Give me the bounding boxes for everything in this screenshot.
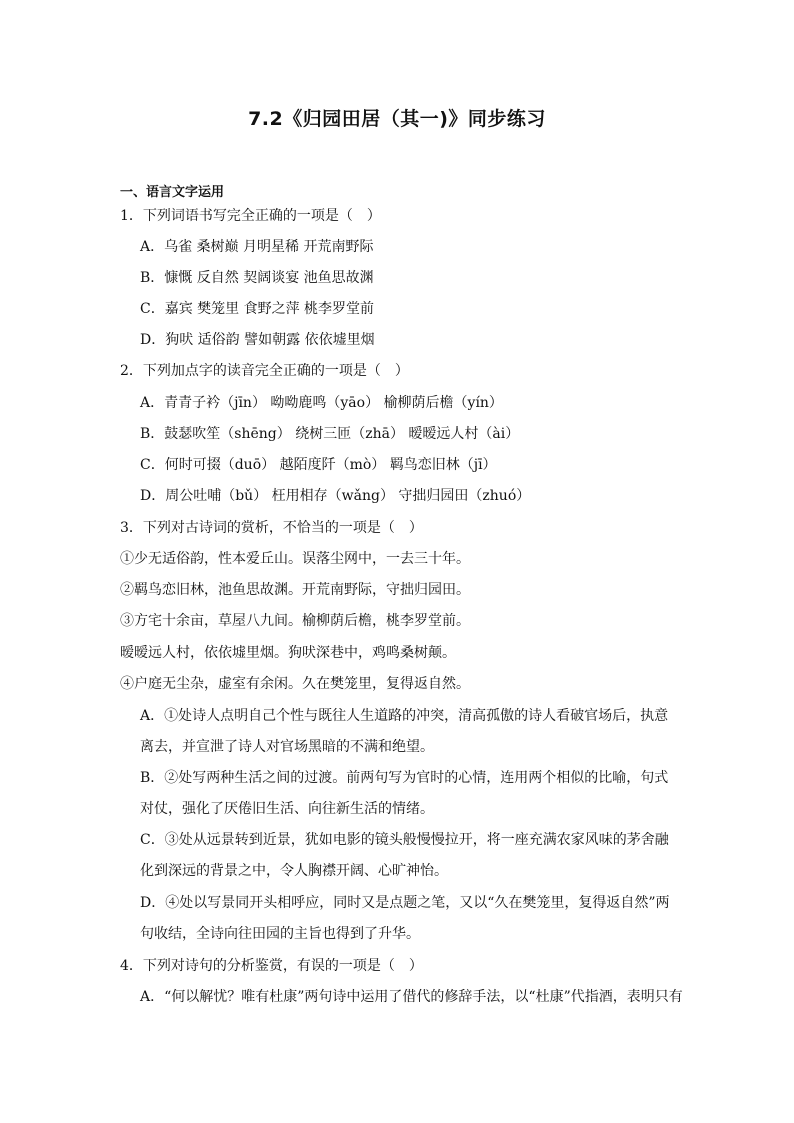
question-3-option-a-cont: 离去，并宣泄了诗人对官场黑暗的不满和绝望。: [140, 739, 434, 755]
question-1-option-d: D．狗吠 适俗韵 譬如朝露 依依墟里烟: [140, 332, 375, 348]
question-1-option-b: B．慷慨 反自然 契阔谈宴 池鱼思故渊: [140, 270, 374, 286]
poem-line-1: ①少无适俗韵，性本爱丘山。误落尘网中，一去三十年。: [120, 551, 470, 567]
question-2-option-a: A．青青子衿（jīn） 呦呦鹿鸣（yāo） 榆柳荫后檐（yín）: [140, 395, 503, 411]
question-3-option-d: D．④处以写景同开头相呼应，同时又是点题之笔，又以“久在樊笼里，复得返自然”两: [140, 895, 670, 911]
question-1-stem: 1．下列词语书写完全正确的一项是（ ）: [120, 208, 381, 224]
question-2-option-d: D．周公吐哺（bǔ） 枉用相存（wǎng） 守拙归园田（zhuó）: [140, 488, 531, 504]
question-3-option-b: B．②处写两种生活之间的过渡。前两句写为官时的心情，连用两个相似的比喻，句式: [140, 770, 669, 786]
question-3-option-b-cont: 对仗，强化了厌倦旧生活、向往新生活的情绪。: [140, 801, 434, 817]
poem-line-2: ②羁鸟恋旧林，池鱼思故渊。开荒南野际，守拙归园田。: [120, 582, 470, 598]
poem-line-3: ③方宅十余亩，草屋八九间。榆柳荫后檐，桃李罗堂前。: [120, 613, 470, 629]
poem-line-4: 暧暧远人村，依依墟里烟。狗吠深巷中，鸡鸣桑树颠。: [120, 645, 456, 661]
question-3-stem: 3．下列对古诗词的赏析，不恰当的一项是（ ）: [120, 520, 423, 536]
question-2-stem: 2．下列加点字的读音完全正确的一项是（ ）: [120, 363, 409, 379]
section-heading: 一、语言文字运用: [120, 185, 225, 200]
question-3-option-a: A．①处诗人点明自己个性与既往人生道路的冲突，清高孤傲的诗人看破官场后，执意: [140, 708, 669, 724]
question-3-option-d-cont: 句收结，全诗向往田园的主旨也得到了升华。: [140, 926, 420, 942]
poem-line-5: ④户庭无尘杂，虚室有余闲。久在樊笼里，复得返自然。: [120, 676, 470, 692]
question-1-option-c: C．嘉宾 樊笼里 食野之萍 桃李罗堂前: [140, 301, 375, 317]
question-3-option-c: C．③处从远景转到近景，犹如电影的镜头般慢慢拉开，将一座充满农家风味的茅舍融: [140, 832, 669, 848]
question-2-option-c: C．何时可掇（duō） 越陌度阡（mò） 羁鸟恋旧林（jī）: [140, 457, 497, 473]
question-4-stem: 4．下列对诗句的分析鉴赏，有误的一项是（ ）: [120, 958, 423, 974]
question-4-option-a: A．“何以解忧？唯有杜康”两句诗中运用了借代的修辞手法，以“杜康”代指酒，表明只有: [140, 989, 683, 1005]
question-2-option-b: B．鼓瑟吹笙（shēng） 绕树三匝（zhā） 暧暧远人村（ài）: [140, 426, 520, 442]
question-1-option-a: A．乌雀 桑树巅 月明星稀 开荒南野际: [140, 239, 374, 255]
question-3-option-c-cont: 化到深远的背景之中，令人胸襟开阔、心旷神怡。: [140, 863, 448, 879]
page-title: 7.2《归园田居（其一)》同步练习: [248, 108, 546, 130]
